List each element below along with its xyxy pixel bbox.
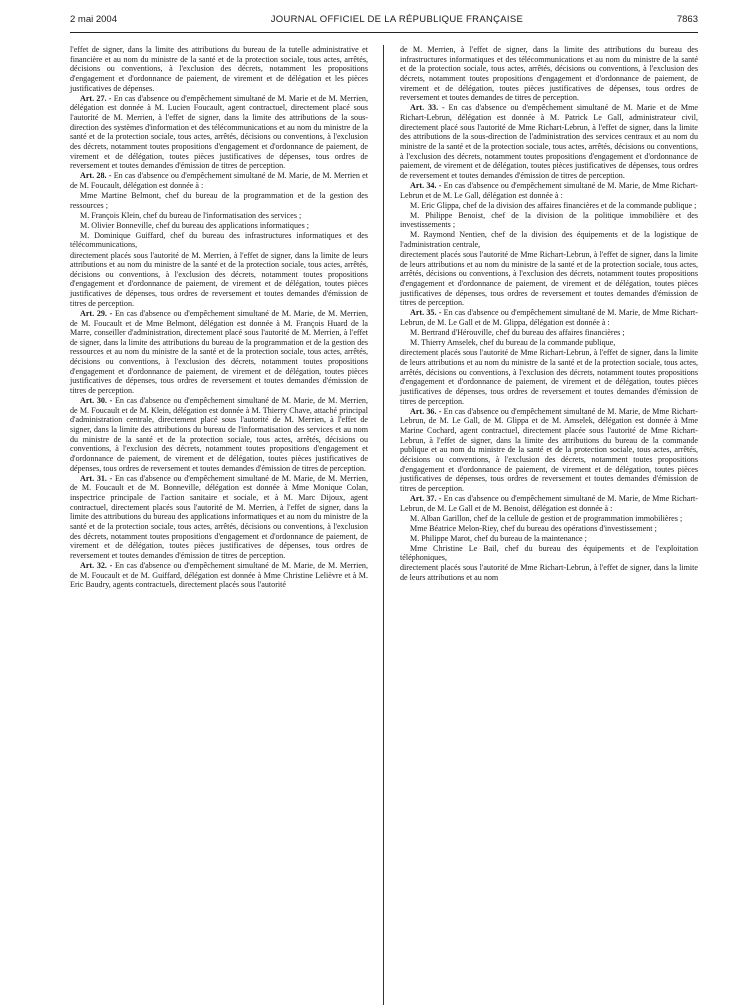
paragraph xyxy=(400,514,698,524)
article-number: Art. 30. - xyxy=(80,396,113,406)
paragraph-text: En cas d'absence ou d'empêchement simultané de M. Marie et de Mme Richart-Lebrun, délégation est donnée à M. Patrick Le Gall, administrateur civil, directement placé sous l'autorité de Mme Richart-Lebrun, à l'effet de signer, dans la limite des attributions de la sous-direction de l'administration des services centraux et au nom du ministre de la santé et de la protection sociale, tous actes, arrêtés, décisions ou conventions, à l'exclusion des décrets, notamment toutes propositions d'engagement et d'ordonnance de paiement, de virement et de délégation, toutes pièces justificatives de dépenses, tous ordres de reversement et toutes demandes d'émission de titres de perception. xyxy=(400,103,698,180)
paragraph xyxy=(400,563,698,582)
paragraph-text: M. Thierry Amselek, chef du bureau de la commande publique, xyxy=(410,338,616,348)
article-number: Art. 32. - xyxy=(80,561,113,571)
article-paragraph xyxy=(70,171,368,190)
paragraph-text: En cas d'absence ou d'empêchement simultané de M. Marie, de M. Merrien, de M. Foucault et de M. Bonneville, délégation est donnée à Mme Monique Colan, inspectrice principale de l'action sanitaire et sociale, et à M. Marc Dijoux, agent contractuel, directement placés sous l'autorité de M. Merrien, à l'effet de signer, dans la limite des attributions du bureau des applications informatiques et au nom du ministre de la santé et de la protection sociale, tous actes, arrêtés, décisions ou conventions, à l'exclusion des décrets, notamment toutes propositions d'engagement et d'ordonnance de paiement, de virement et de délégation, toutes pièces justificatives de dépenses, tous ordres de reversement et toutes demandes d'émission de titres de perception. xyxy=(70,473,368,561)
paragraph-text: M. Alban Garillon, chef de la cellule de gestion et de programmation immobilières ; xyxy=(410,513,683,523)
article-number: Art. 33. - xyxy=(410,103,445,113)
text-columns xyxy=(70,45,698,590)
paragraph xyxy=(400,544,698,563)
paragraph-text: M. Philippe Benoist, chef de la division de la politique immobilière et des investissements ; xyxy=(400,210,698,230)
paragraph-text: En cas d'absence ou d'empêchement simultané de M. Marie, de M. Merrien, de M. Foucault et de M. Guiffard, délégation est donnée à Mme Christine Lelièvre et à M. Eric Baudry, agents contractuels, directement placés sous l'autorité xyxy=(70,561,368,590)
article-paragraph xyxy=(70,474,368,561)
header-date: 2 mai 2004 xyxy=(70,14,118,25)
article-paragraph xyxy=(70,94,368,171)
paragraph xyxy=(70,191,368,210)
paragraph-text: directement placés sous l'autorité de Mme Richart-Lebrun, à l'effet de signer, dans la limite de leurs attributions et au nom xyxy=(400,563,698,583)
article-number: Art. 29. - xyxy=(80,308,113,318)
article-paragraph xyxy=(70,309,368,396)
paragraph xyxy=(400,348,698,406)
paragraph-text: M. Olivier Bonneville, chef du bureau des applications informatiques ; xyxy=(80,220,310,230)
paragraph-text: directement placés sous l'autorité de M. Merrien, à l'effet de signer, dans la limite de leurs attributions et au nom du ministre de la santé et de la protection sociale, tous actes, arrêtés, décisions ou conventions, à l'exclusion des décrets, notamment toutes propositions d'engagement et d'ordonnance de paiement, de virement et de délégation, toutes pièces justificatives de dépenses, tous ordres de reversement et toutes demandes d'émission de titres de perception. xyxy=(70,250,368,308)
paragraph-text: M. Philippe Marot, chef du bureau de la maintenance ; xyxy=(410,533,587,543)
paragraph-text: M. Dominique Guiffard, chef du bureau des infrastructures informatiques et des télécommunications, xyxy=(70,230,368,250)
paragraph-text: M. François Klein, chef du bureau de l'informatisation des services ; xyxy=(80,210,302,220)
paragraph xyxy=(400,230,698,249)
article-number: Art. 28. - xyxy=(80,171,112,181)
article-paragraph xyxy=(400,103,698,180)
paragraph xyxy=(400,45,698,103)
article-paragraph xyxy=(400,308,698,327)
header-title: JOURNAL OFFICIEL DE LA RÉPUBLIQUE FRANÇAISE xyxy=(270,14,524,25)
article-paragraph xyxy=(400,407,698,494)
article-paragraph xyxy=(70,561,368,590)
article-paragraph xyxy=(70,396,368,473)
paragraph xyxy=(70,231,368,250)
column-divider xyxy=(383,45,384,1005)
paragraph-text: En cas d'absence ou d'empêchement simultané de M. Marie, de M. Merrien, de M. Foucault et de Mme Belmont, délégation est donnée à M. François Huard de la Marre, conseiller d'administration, directement placé sous l'autorité de M. Merrien, à l'effet de signer, dans la limite des attributions du bureau de la programmation et de la gestion des ressources et au nom du ministre de la santé et de la protection sociale, tous actes, arrêtés, décisions ou conventions, à l'exclusion des décrets, notamment toutes propositions d'engagement et d'ordonnance de paiement, de virement et de délégation, toutes pièces justificatives de dépenses, tous ordres de reversement et toutes demandes d'émission de titres de perception. xyxy=(70,308,368,396)
paragraph-text: En cas d'absence ou d'empêchement simultané de M. Marie, de M. Merrien et de M. Foucault, délégation est donnée à : xyxy=(70,171,368,190)
paragraph xyxy=(400,211,698,230)
paragraph-text: M. Raymond Nentien, chef de la division des équipements et de la logistique de l'administration centrale, xyxy=(400,230,698,250)
paragraph-text: En cas d'absence ou d'empêchement simultané de M. Marie et de M. Merrien, délégation est donnée à M. Lucien Foucault, agent contractuel, directement placé sous l'autorité de M. Merrien, à l'effet de signer, dans la limite des attributions de la sous-direction des systèmes d'information et des télécommunications et au nom du ministre de la santé et de la protection sociale, tous actes, arrêtés, décisions ou conventions, à l'exclusion des décrets, notamment toutes propositions d'engagement et d'ordonnance de paiement, de virement et de délégation, toutes pièces justificatives de dépenses, tous ordres de reversement et toutes demandes d'émission de titres de perception. xyxy=(70,93,368,171)
paragraph xyxy=(400,338,698,348)
paragraph xyxy=(70,45,368,93)
paragraph-text: de M. Merrien, à l'effet de signer, dans la limite des attributions du bureau des infrastructures informatiques et des télécommunications et au nom du ministre de la santé et de la protection sociale, tous actes, arrêtés, décisions ou conventions, à l'exclusion des décrets, notamment toutes propositions d'engagement et d'ordonnance de paiement, de virement et de délégation, toutes pièces justificatives de dépenses, tous ordres de reversement et toutes demandes de titres de perception. xyxy=(400,45,698,103)
paragraph-text: En cas d'absence ou d'empêchement simultané de M. Marie, de Mme Richart-Lebrun et de M. Le Gall, délégation est donnée à : xyxy=(400,180,699,200)
paragraph-text: Mme Béatrice Melon-Riey, chef du bureau des opérations d'investissement ; xyxy=(410,523,657,533)
paragraph-text: directement placés sous l'autorité de Mme Richart-Lebrun, à l'effet de signer, dans la limite de leurs attributions et au nom du ministre de la santé et de la protection sociale, tous actes, arrêtés, décisions ou conventions, à l'exclusion des décrets, notamment toutes propositions d'engagement et d'ordonnance de paiement, de virement et de délégation, toutes pièces justificatives de dépenses, tous ordres de reversement et toutes demandes d'émission de titres de perception. xyxy=(400,250,698,308)
paragraph xyxy=(70,221,368,231)
paragraph-text: En cas d'absence ou d'empêchement simultané de M. Marie, de M. Merrien, de M. Foucault et de M. Klein, délégation est donnée à M. Thierry Chave, attaché principal d'administration centrale, directement placé sous l'autorité de M. Merrien, à l'effet de signer, dans la limite des attributions du bureau de l'informatisation des services et au nom du ministre de la santé et de la protection sociale, tous actes, arrêtés, décisions ou conventions, à l'exclusion des décrets, notamment toutes propositions d'engagement et d'ordonnance de paiement, de virement et de délégation, toutes pièces justificatives de dépenses, tous ordres de reversement et toutes demandes d'émission de titres de perception. xyxy=(70,396,368,473)
paragraph xyxy=(400,328,698,338)
article-paragraph xyxy=(400,181,698,200)
paragraph-text: M. Bertrand d'Hérouville, chef du bureau des affaires financières ; xyxy=(410,328,625,338)
article-number: Art. 27. - xyxy=(80,93,112,103)
paragraph xyxy=(400,201,698,211)
paragraph-text: En cas d'absence ou d'empêchement simultané de M. Marie, de Mme Richart-Lebrun, de M. Le Gall, de M. Glippa et de M. Amselek, délégation est donnée à Mme Marine Cochard, agent contractuel, directement placée sous l'autorité de Mme Richart-Lebrun, à l'effet de signer, dans la limite des attributions du bureau de la commande publique et au nom du ministre de la santé et de la protection sociale, tous actes, arrêtés, décisions ou conventions, à l'exclusion des décrets, notamment toutes propositions d'engagement et d'ordonnance de paiement, de virement et de délégation, toutes pièces justificatives de dépenses, tous ordres de reversement et toutes demandes d'émission de titres de perception. xyxy=(400,406,699,493)
article-number: Art. 37. - xyxy=(410,493,442,503)
paragraph xyxy=(400,524,698,534)
article-number: Art. 36. - xyxy=(410,406,442,416)
paragraph-text: l'effet de signer, dans la limite des attributions du bureau de la tutelle administrative et financière et au nom du ministre de la santé et de la protection sociale, tous actes, arrêtés, décisions ou conventions, à l'exclusion des décrets, notamment les propositions d'engagement et d'ordonnance de paiement, de virement et de délégation et les pièces justificatives de dépenses. xyxy=(70,45,368,93)
right-column xyxy=(400,45,698,590)
page-header xyxy=(70,14,698,33)
paragraph-text: En cas d'absence ou d'empêchement simultané de M. Marie, de Mme Richart-Lebrun, de M. Le Gall et de M. Benoist, délégation est donnée à : xyxy=(400,493,699,513)
paragraph xyxy=(70,211,368,221)
paragraph xyxy=(70,251,368,309)
paragraph-text: En cas d'absence ou d'empêchement simultané de M. Marie, de Mme Richart-Lebrun, de M. Le Gall et de M. Glippa, délégation est donnée à : xyxy=(400,308,699,328)
paragraph-text: Mme Martine Belmont, chef du bureau de la programmation et de la gestion des ressources ; xyxy=(70,191,368,210)
article-number: Art. 35. - xyxy=(410,308,442,318)
paragraph-text: Mme Christine Le Bail, chef du bureau des équipements et de l'exploitation téléphoniques, xyxy=(400,543,698,563)
paragraph-text: M. Eric Glippa, chef de la division des affaires financières et de la commande publique ; xyxy=(410,200,697,210)
paragraph xyxy=(400,250,698,308)
header-page-number: 7863 xyxy=(676,14,698,25)
paragraph-text: directement placés sous l'autorité de Mme Richart-Lebrun, à l'effet de signer, dans la limite de leurs attributions et au nom du ministre de la santé et de la protection sociale, tous actes, arrêtés, décisions ou conventions, à l'exclusion des décrets, notamment toutes propositions d'engagement et d'ordonnance de paiement, de virement et de délégation, toutes pièces justificatives de dépenses, tous ordres de reversement et toutes demandes d'émission de titres de perception. xyxy=(400,348,698,406)
paragraph xyxy=(400,534,698,544)
article-paragraph xyxy=(400,494,698,513)
article-number: Art. 34. - xyxy=(410,180,442,190)
left-column xyxy=(70,45,368,590)
article-number: Art. 31. - xyxy=(80,473,113,483)
